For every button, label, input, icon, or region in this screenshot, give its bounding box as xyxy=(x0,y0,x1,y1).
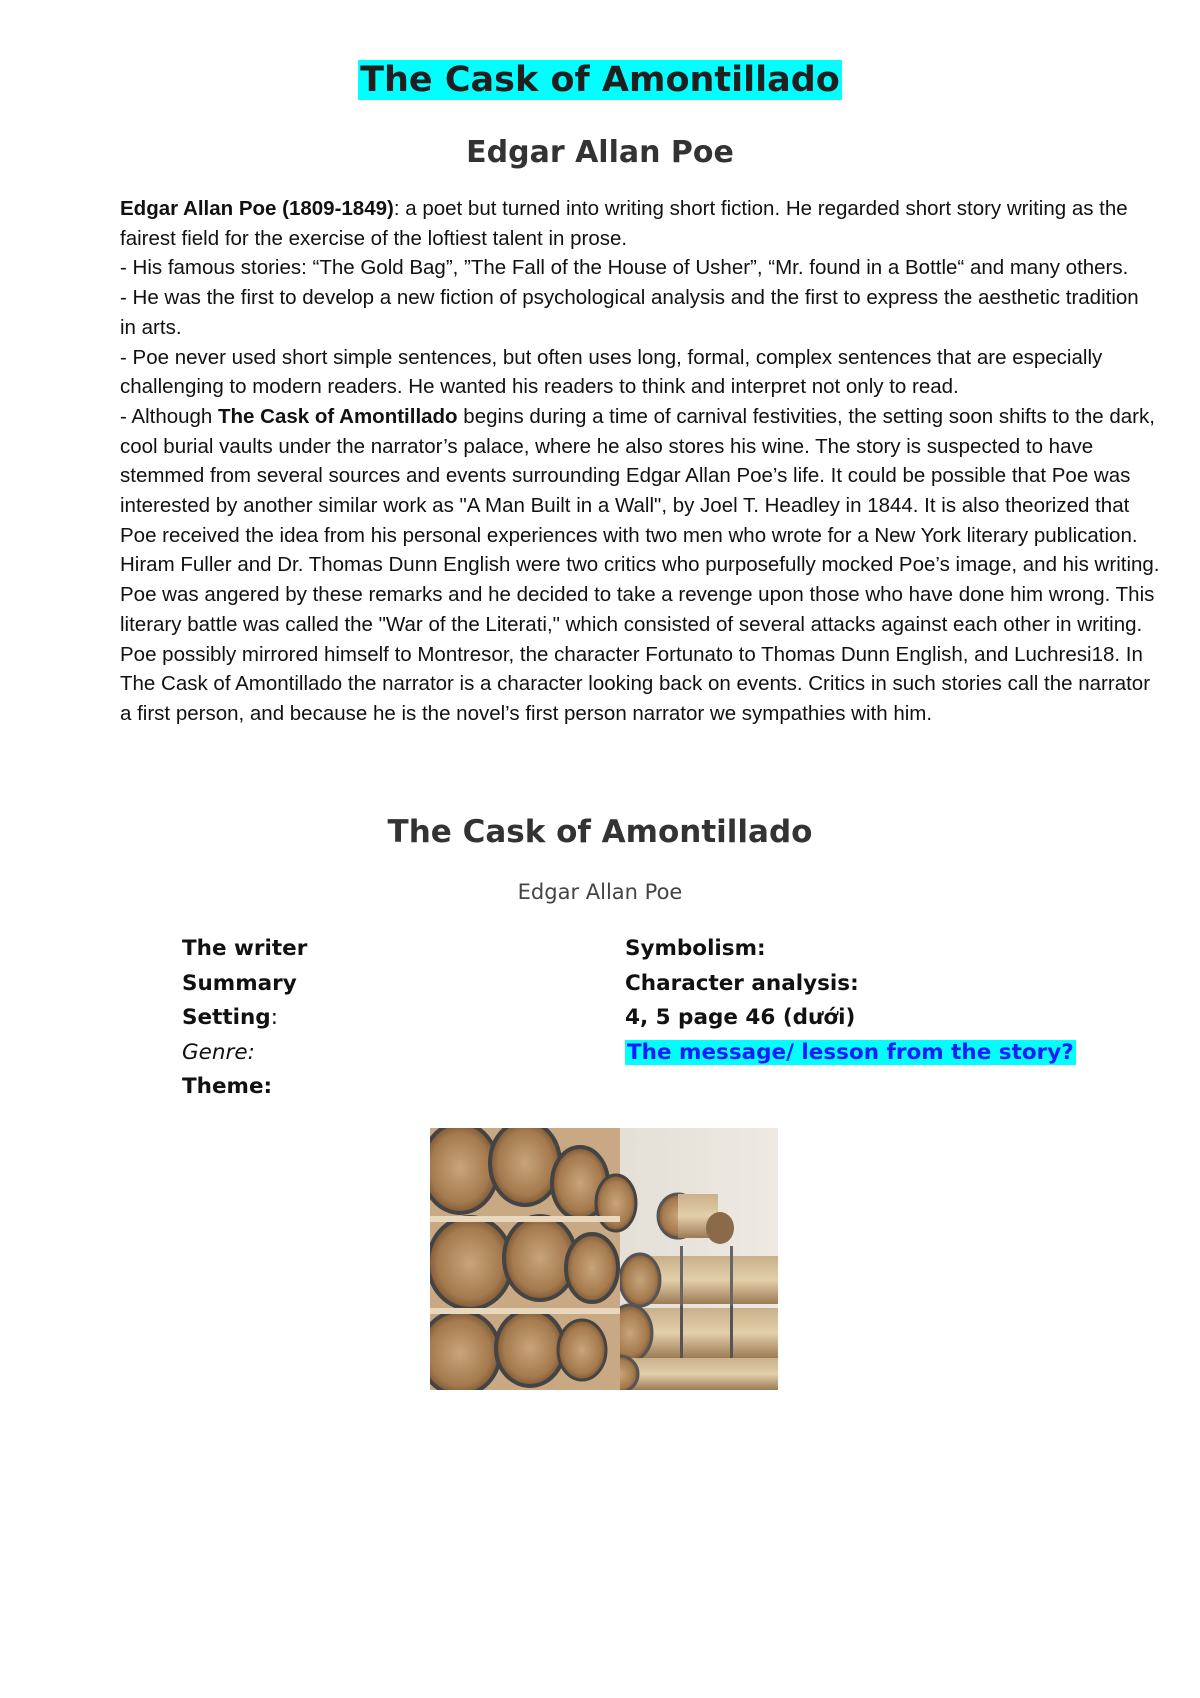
section-title: The Cask of Amontillado xyxy=(387,814,813,850)
section-author: Edgar Allan Poe xyxy=(517,880,683,904)
outline-setting xyxy=(182,1001,602,1036)
bullet-psychological-analysis: - He was the first to develop a new fiction of psychological analysis and the first to express the aesthetic tradition in arts. xyxy=(120,286,1139,339)
bullet-4-start: - Although xyxy=(120,404,219,428)
outline-setting-label: Setting xyxy=(182,1005,271,1030)
outline-character-analysis: Character analysis: xyxy=(625,970,859,996)
barrel-stack xyxy=(430,1128,636,1390)
outline-writer: The writer xyxy=(182,936,308,961)
outline-genre-colon: : xyxy=(247,1039,255,1065)
document-author: Edgar Allan Poe xyxy=(466,135,734,170)
document-title-text: The Cask of Amontillado xyxy=(360,60,840,100)
outline-right-column xyxy=(625,932,1145,1070)
intro-paragraph xyxy=(120,194,1160,253)
bullet-story-background xyxy=(120,402,1160,729)
outline-symbolism: Symbolism: xyxy=(625,936,766,961)
author-biography xyxy=(120,194,1160,729)
outline-summary: Summary xyxy=(182,970,297,996)
intro-author-name: Edgar Allan Poe xyxy=(120,197,277,220)
outline-left-column xyxy=(182,932,602,1105)
outline-setting-colon: : xyxy=(270,1005,278,1030)
bullet-4-title: The Cask of Amontillado xyxy=(218,404,458,428)
bullet-4-rest: begins during a time of carnival festivities, the setting soon shifts to the dark, cool burial vaults under the narrator’s palace, where he also stores his wine. The story is suspected to have stemmed from several sources and events surrounding Edgar Allan Poe’s life. It could be possible that Poe was interested by another similar work as "A Man Built in a Wall", by Joel T. Headley in 1844. It is also theorized that Poe received the idea from his personal experiences with two men who wrote for a New York literary publication. Hiram Fuller and Dr. Thomas Dunn English were two critics who purposefully mocked Poe’s image, and his writing. Poe was angered by these remarks and he decided to take a revenge upon those who have done him wrong. This literary battle was called the "War of the Literati," which consisted of several attacks against each other in writing. Poe possibly mirrored himself to Montresor, the character Fortunato to Thomas Dunn English, and Luchresi18. In The Cask of Amontillado the narrator is a character looking back on events. Critics in such stories call the narrator a first person, and because he is the novel’s first person narrator we sympathies with him. xyxy=(120,404,1160,725)
wine-barrels-photo xyxy=(430,1128,778,1390)
barrel-illustration xyxy=(430,1128,778,1390)
outline-page-reference: 4, 5 page 46 (dưới) xyxy=(625,1005,856,1030)
intro-text: : a poet but turned into writing short fiction. He regarded short story writing as the fairest field for the exercise of the loftiest talent in prose. xyxy=(120,197,1128,250)
bullet-famous-stories: - His famous stories: “The Gold Bag”, ”The Fall of the House of Usher”, “Mr. found in a Bottle“ and many others. xyxy=(120,256,1129,280)
intro-author-dates: (1809-1849) xyxy=(276,197,394,220)
outline-theme: Theme: xyxy=(182,1074,273,1099)
bullet-sentence-style: - Poe never used short simple sentences, but often uses long, formal, complex sentences that are especially challenging to modern readers. He wanted his readers to think and interpret not only to read. xyxy=(120,345,1103,399)
outline-message-text: The message/ lesson from the story? xyxy=(627,1039,1074,1065)
outline-genre-label: Genre xyxy=(182,1039,248,1065)
outline-message xyxy=(625,1036,1145,1071)
outline-genre xyxy=(182,1036,602,1071)
document-title xyxy=(0,60,1200,100)
